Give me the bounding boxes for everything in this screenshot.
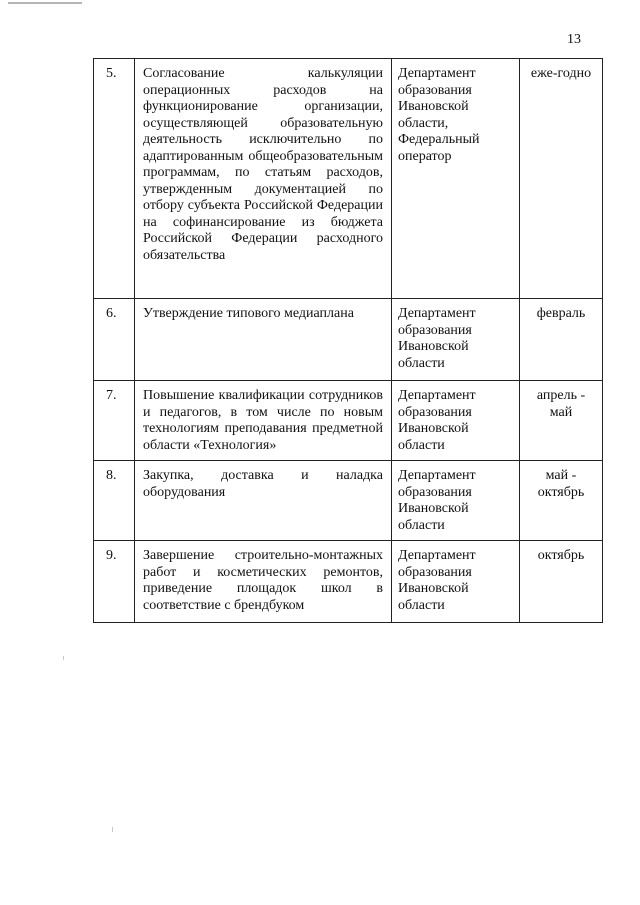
page-number: 13 xyxy=(567,32,581,47)
responsible-cell xyxy=(392,381,520,461)
responsible-text: Департамент образования Ивановской области xyxy=(398,306,476,371)
row-number: 6. xyxy=(106,306,117,321)
row-number: 7. xyxy=(106,388,117,403)
term-text: октябрь xyxy=(537,548,585,563)
row-number: 9. xyxy=(106,548,117,563)
task-cell xyxy=(135,461,392,541)
responsible-cell xyxy=(392,59,520,299)
scan-speck xyxy=(63,656,64,660)
row-number-cell xyxy=(94,461,135,541)
task-cell xyxy=(135,299,392,381)
row-number: 5. xyxy=(106,66,117,81)
task-cell xyxy=(135,59,392,299)
row-number-cell xyxy=(94,299,135,381)
term-text: февраль xyxy=(536,306,586,321)
term-cell xyxy=(520,541,603,623)
row-number-cell xyxy=(94,381,135,461)
responsible-cell xyxy=(392,461,520,541)
term-cell xyxy=(520,299,603,381)
term-cell xyxy=(520,381,603,461)
activity-plan-table xyxy=(93,58,603,623)
responsible-cell xyxy=(392,541,520,623)
term-text: апрель - май xyxy=(536,388,586,420)
term-cell xyxy=(520,461,603,541)
responsible-cell xyxy=(392,299,520,381)
term-cell xyxy=(520,59,603,299)
responsible-text: Департамент образования Ивановской области, Федеральный оператор xyxy=(398,66,480,164)
task-text: Согласование калькуляции операционных расходов на функционирование организации, осуществляющей образовательную деятельность исключительно по адаптированным общеобразовательным программам, по статьям расходов, утвержденным документацией по отбору субъекта Российской Федерации на софинансирование из бюджета Российской Федерации расходного обязательства xyxy=(143,66,383,263)
responsible-text: Департамент образования Ивановской области xyxy=(398,468,476,533)
task-text: Повышение квалификации сотрудников и педагогов, в том числе по новым технологиям преподавания предметной области «Технология» xyxy=(143,388,383,453)
table-row xyxy=(94,541,603,623)
responsible-text: Департамент образования Ивановской области xyxy=(398,388,476,453)
row-number-cell xyxy=(94,541,135,623)
row-number: 8. xyxy=(106,468,117,483)
table-row xyxy=(94,381,603,461)
table-row xyxy=(94,461,603,541)
task-text: Утверждение типового медиаплана xyxy=(143,306,354,321)
table-row xyxy=(94,299,603,381)
responsible-text: Департамент образования Ивановской области xyxy=(398,548,476,613)
task-cell xyxy=(135,381,392,461)
task-cell xyxy=(135,541,392,623)
scan-speck xyxy=(112,827,113,832)
row-number-cell xyxy=(94,59,135,299)
scan-edge-mark xyxy=(8,2,82,4)
table-row xyxy=(94,59,603,299)
task-text: Закупка, доставка и наладка оборудования xyxy=(143,468,383,500)
task-text: Завершение строительно-монтажных работ и косметических ремонтов, приведение площадок школ в соответствие с брендбуком xyxy=(143,548,383,613)
term-text: май - октябрь xyxy=(537,468,585,500)
term-text: еже-годно xyxy=(530,66,592,81)
